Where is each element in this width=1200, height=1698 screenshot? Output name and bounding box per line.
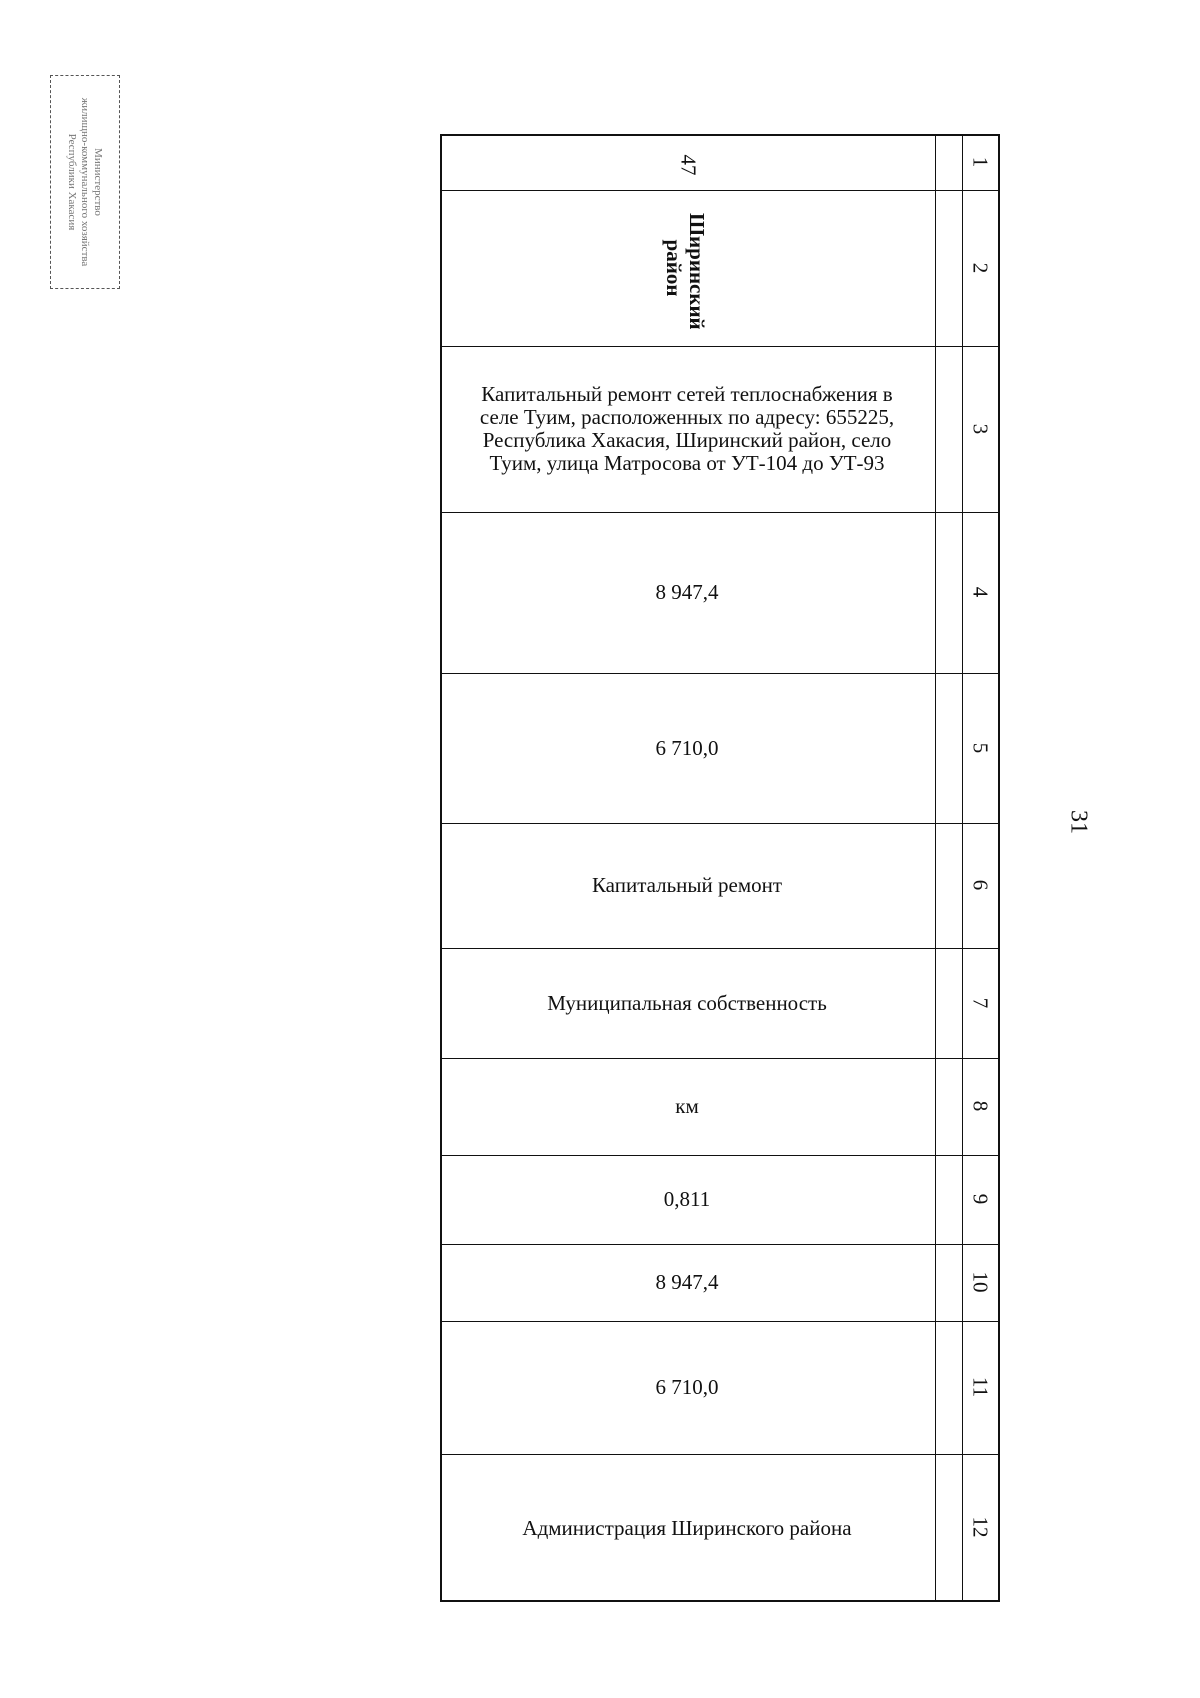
column-number: 1 [968, 156, 993, 168]
document-stamp [50, 75, 120, 289]
row-divider [440, 1244, 1000, 1245]
column-number: 8 [968, 1100, 993, 1112]
column-number: 2 [968, 262, 993, 274]
row-number: 47 [676, 154, 701, 176]
column-number: 9 [968, 1193, 993, 1205]
table-divider [935, 134, 936, 1602]
row-divider [440, 346, 1000, 347]
row-divider [440, 673, 1000, 674]
column-number: 10 [968, 1271, 993, 1293]
column-number: 11 [968, 1376, 993, 1398]
page-number: 31 [1065, 810, 1092, 834]
cost-total: 8 947,4 [655, 580, 719, 604]
row-divider [440, 190, 1000, 191]
table-divider [962, 134, 963, 1602]
ownership: Муниципальная собственность [547, 990, 827, 1015]
column-number: 7 [968, 997, 993, 1009]
column-number: 3 [968, 423, 993, 435]
column-number: 5 [968, 742, 993, 754]
quantity: 0,811 [663, 1187, 711, 1211]
value-10: 8 947,4 [655, 1270, 719, 1294]
column-number: 6 [968, 879, 993, 891]
row-divider [440, 512, 1000, 513]
stamp-line-1: Министерство [92, 148, 105, 216]
district-name: Ширинский район [662, 213, 709, 330]
row-divider [440, 1058, 1000, 1059]
value-11: 6 710,0 [655, 1375, 719, 1399]
row-divider [440, 1155, 1000, 1156]
column-number: 12 [968, 1516, 993, 1538]
row-divider [440, 1454, 1000, 1455]
stamp-line-3: Республики Хакасия [66, 133, 79, 231]
executor: Администрация Ширинского района [522, 1515, 852, 1540]
row-divider [440, 1321, 1000, 1322]
column-number: 4 [968, 586, 993, 598]
stamp-line-2: жилищно-коммунального хозяйства [79, 97, 92, 267]
unit: км [675, 1094, 699, 1118]
object-description: Капитальный ремонт сетей теплоснабжения в селе Туим, расположенных по адресу: 655225, Республика Хакасия, Ширинский район, село Туим, улица Матросова от УТ-104 до УТ-93 [479, 382, 895, 475]
cost-budget: 6 710,0 [655, 735, 719, 760]
row-divider [440, 948, 1000, 949]
work-type: Капитальный ремонт [591, 873, 783, 897]
row-divider [440, 823, 1000, 824]
